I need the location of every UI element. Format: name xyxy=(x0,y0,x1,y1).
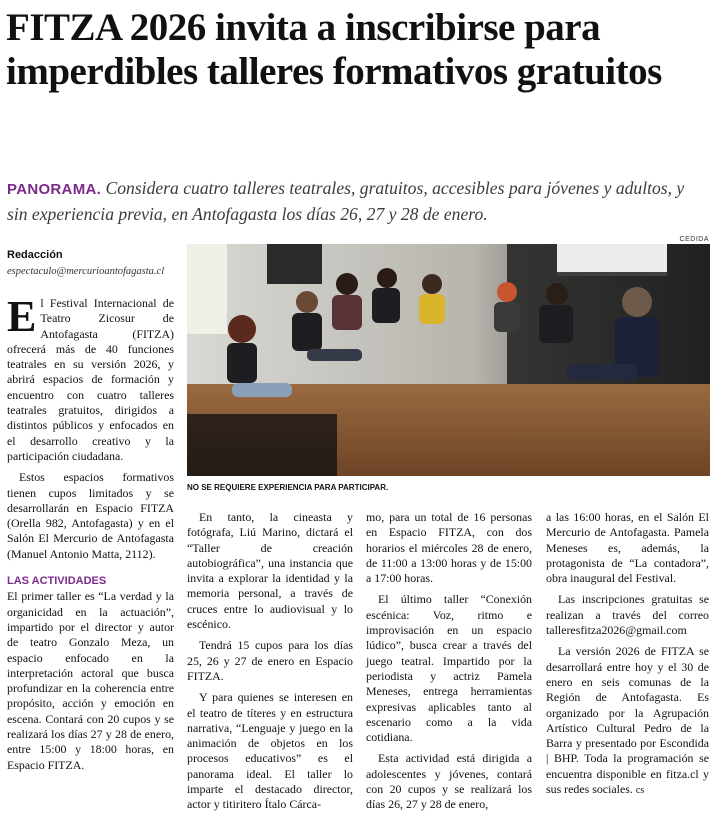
column-4 xyxy=(546,510,709,798)
col4-paragraph-1: a las 16:00 horas, en el Salón El Mercurio de Antofagasta. Pamela Meneses es, además, la protagonista de “La contadora”, obra inaugural del Festival. xyxy=(546,510,709,586)
col2-paragraph-3: Y para quienes se interesen en el teatro de títeres y en estructura narrativa, “Lenguaje y juego en la animación de objetos en los procesos educativos” es el panorama ideal. El taller lo imparte el destacado director, actor y titiritero Ítalo Cárca- xyxy=(187,690,353,812)
photo-caption: NO SE REQUIERE EXPERIENCIA PARA PARTICIPAR. xyxy=(187,483,389,492)
col3-paragraph-1: mo, para un total de 16 personas en Espacio FITZA, con dos horarios el miércoles 28 de enero, de 11:00 a 13:00 horas y de 15:00 a 17:00 horas. xyxy=(366,510,532,586)
col1-paragraph-3: El primer taller es “La verdad y la organicidad en la actuación”, impartido por el director y autor de teatro Gonzalo Meza, un espacio enfocado en la interpretación actoral que busca profundizar en la coherencia entre propósito, acción y emoción en escena. Contará con 20 cupos y se realizará los días 27 y 28 de enero, entre 15:00 y 18:00 horas, en Espacio FITZA. xyxy=(7,589,174,772)
byline: Redacción xyxy=(7,249,63,261)
end-mark: cs xyxy=(635,785,645,797)
col1-paragraph-2: Estos espacios formativos tienen cupos limitados y se desarrollarán en Espacio FITZA (Orella 982, Antofagasta) y en el Salón El Mercurio de Antofagasta (Manuel Antonio Matta, 2112). xyxy=(7,470,174,561)
headline: FITZA 2026 invita a inscribirse para imperdibles talleres formativos gratuitos xyxy=(6,6,662,93)
drop-cap: E xyxy=(7,292,37,341)
column-1 xyxy=(7,292,174,773)
col4-paragraph-3-text: La versión 2026 de FITZA se desarrollará entre hoy y el 30 de enero en seis comunas de la Región de Antofagasta. Es organizado por la Agrupación Artístico Cultural Pedro de la Barra y presentado por Escondida | BHP. Toda la programación se encuentra disponible en fitza.cl y sus redes sociales. xyxy=(546,644,709,797)
col3-paragraph-2: El último taller “Conexión escénica: Voz, ritmo e improvisación en un espacio lúdico”, busca crear a través del juego teatral. Impartido por la periodista y actriz Pamela Meneses, entrega herramientas expresivas aplicables tanto al escenario como a la vida cotidiana. xyxy=(366,592,532,745)
col4-paragraph-2: Las inscripciones gratuitas se realizan a través del correo talleresfitza2026@gmail.com xyxy=(546,592,709,638)
workshop-photo xyxy=(187,244,710,476)
col4-paragraph-3 xyxy=(546,644,709,798)
deck-text: Considera cuatro talleres teatrales, gratuitos, accesibles para jóvenes y adultos, y sin experiencia previa, en Antofagasta los días 26, 27 y 28 de enero. xyxy=(7,178,685,224)
deck xyxy=(7,176,707,226)
column-2 xyxy=(187,510,353,813)
column-3 xyxy=(366,510,532,813)
col2-paragraph-2: Tendrá 15 cupos para los días 25, 26 y 27 de enero en Espacio FITZA. xyxy=(187,638,353,683)
workshop-photo-illustration xyxy=(187,244,710,476)
photo-credit: CEDIDA xyxy=(679,236,709,243)
col1-paragraph-1: l Festival Internacional de Teatro Zicosur de Antofagasta (FITZA) ofrecerá más de 40 funciones teatrales en su versión 2026, y abrirá espacios de formación y encuentro con cuatro talleres teatrales gratuitos, dirigidos a distintos públicos y enfocados en el desarrollo creativo y la participación ciudadana. xyxy=(7,296,174,463)
col2-paragraph-1: En tanto, la cineasta y fotógrafa, Liú Marino, dictará el “Taller de creación autobiográfica”, una instancia que invita a explorar la identidad y la memoria personal, a través de cruces entre lo audiovisual y lo escénico. xyxy=(187,510,353,632)
deck-kicker: PANORAMA. xyxy=(7,181,102,198)
section-heading: LAS ACTIVIDADES xyxy=(7,575,107,588)
col3-paragraph-3: Esta actividad está dirigida a adolescentes y jóvenes, contará con 20 cupos y se realizará los días 26, 27 y 28 de enero, xyxy=(366,751,532,812)
byline-email[interactable]: espectaculo@mercurioantofagasta.cl xyxy=(7,266,165,277)
